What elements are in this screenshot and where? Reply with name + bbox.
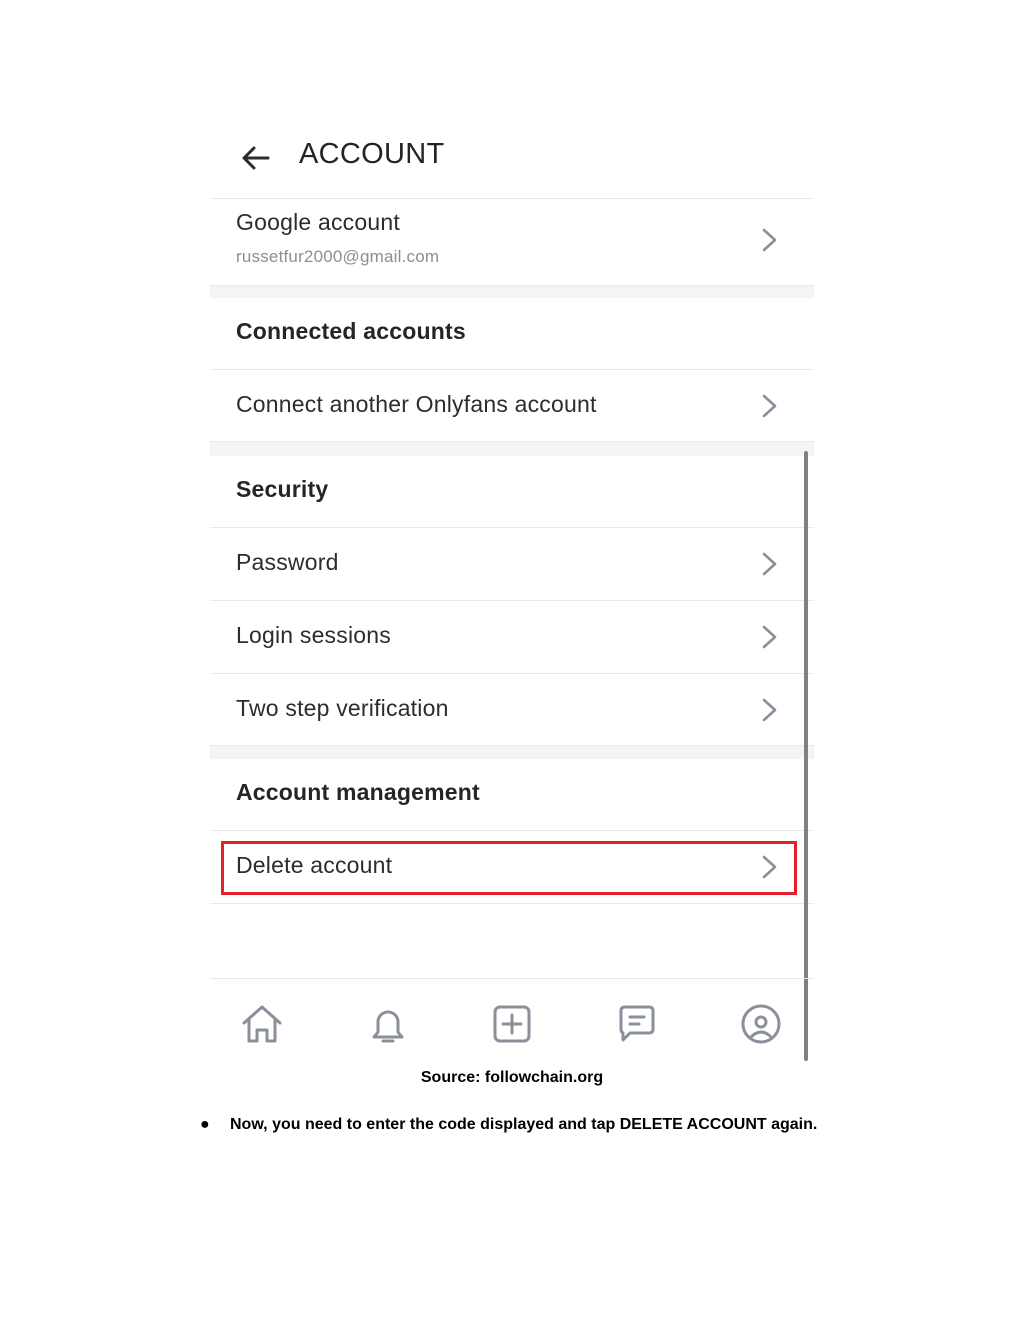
section-header-connected xyxy=(210,298,814,370)
login-sessions-row[interactable] xyxy=(210,601,814,674)
chevron-right-icon xyxy=(758,227,780,253)
instruction-text: Now, you need to enter the code displayed and tap DELETE ACCOUNT again. xyxy=(230,1116,818,1133)
instruction-list-item xyxy=(200,1116,817,1134)
add-post-icon[interactable] xyxy=(489,1001,535,1047)
section-title: Account management xyxy=(236,779,480,805)
home-icon[interactable] xyxy=(239,1001,285,1047)
section-title: Security xyxy=(236,476,329,502)
chevron-right-icon xyxy=(758,393,780,419)
scrollbar[interactable] xyxy=(804,451,808,1061)
app-header xyxy=(210,118,814,199)
two-step-label: Two step verification xyxy=(236,695,449,721)
bullet-marker: ● xyxy=(200,1116,210,1133)
page-title: ACCOUNT xyxy=(299,138,445,170)
section-divider xyxy=(210,442,814,456)
password-row[interactable] xyxy=(210,528,814,601)
section-header-management xyxy=(210,759,814,831)
google-account-email: russetfur2000@gmail.com xyxy=(236,247,440,266)
chevron-right-icon xyxy=(758,697,780,723)
bell-icon[interactable] xyxy=(365,1001,411,1047)
highlight-box xyxy=(221,841,797,895)
section-title: Connected accounts xyxy=(236,318,466,344)
bottom-tab-bar xyxy=(210,978,814,1064)
login-sessions-label: Login sessions xyxy=(236,622,391,648)
section-divider xyxy=(210,286,814,298)
image-source-caption: Source: followchain.org xyxy=(420,1069,604,1086)
chevron-right-icon xyxy=(758,551,780,577)
back-arrow-icon[interactable] xyxy=(240,142,272,174)
google-account-label: Google account xyxy=(236,209,400,235)
profile-icon[interactable] xyxy=(738,1001,784,1047)
connect-another-account-row[interactable] xyxy=(210,370,814,442)
two-step-verification-row[interactable] xyxy=(210,674,814,746)
chevron-right-icon xyxy=(758,624,780,650)
password-label: Password xyxy=(236,549,339,575)
connect-another-label: Connect another Onlyfans account xyxy=(236,391,597,417)
section-header-security xyxy=(210,456,814,528)
delete-account-label: Delete account xyxy=(236,852,393,878)
account-screen xyxy=(210,118,814,1064)
messages-icon[interactable] xyxy=(614,1001,660,1047)
section-divider xyxy=(210,746,814,759)
google-account-row[interactable] xyxy=(210,199,814,286)
